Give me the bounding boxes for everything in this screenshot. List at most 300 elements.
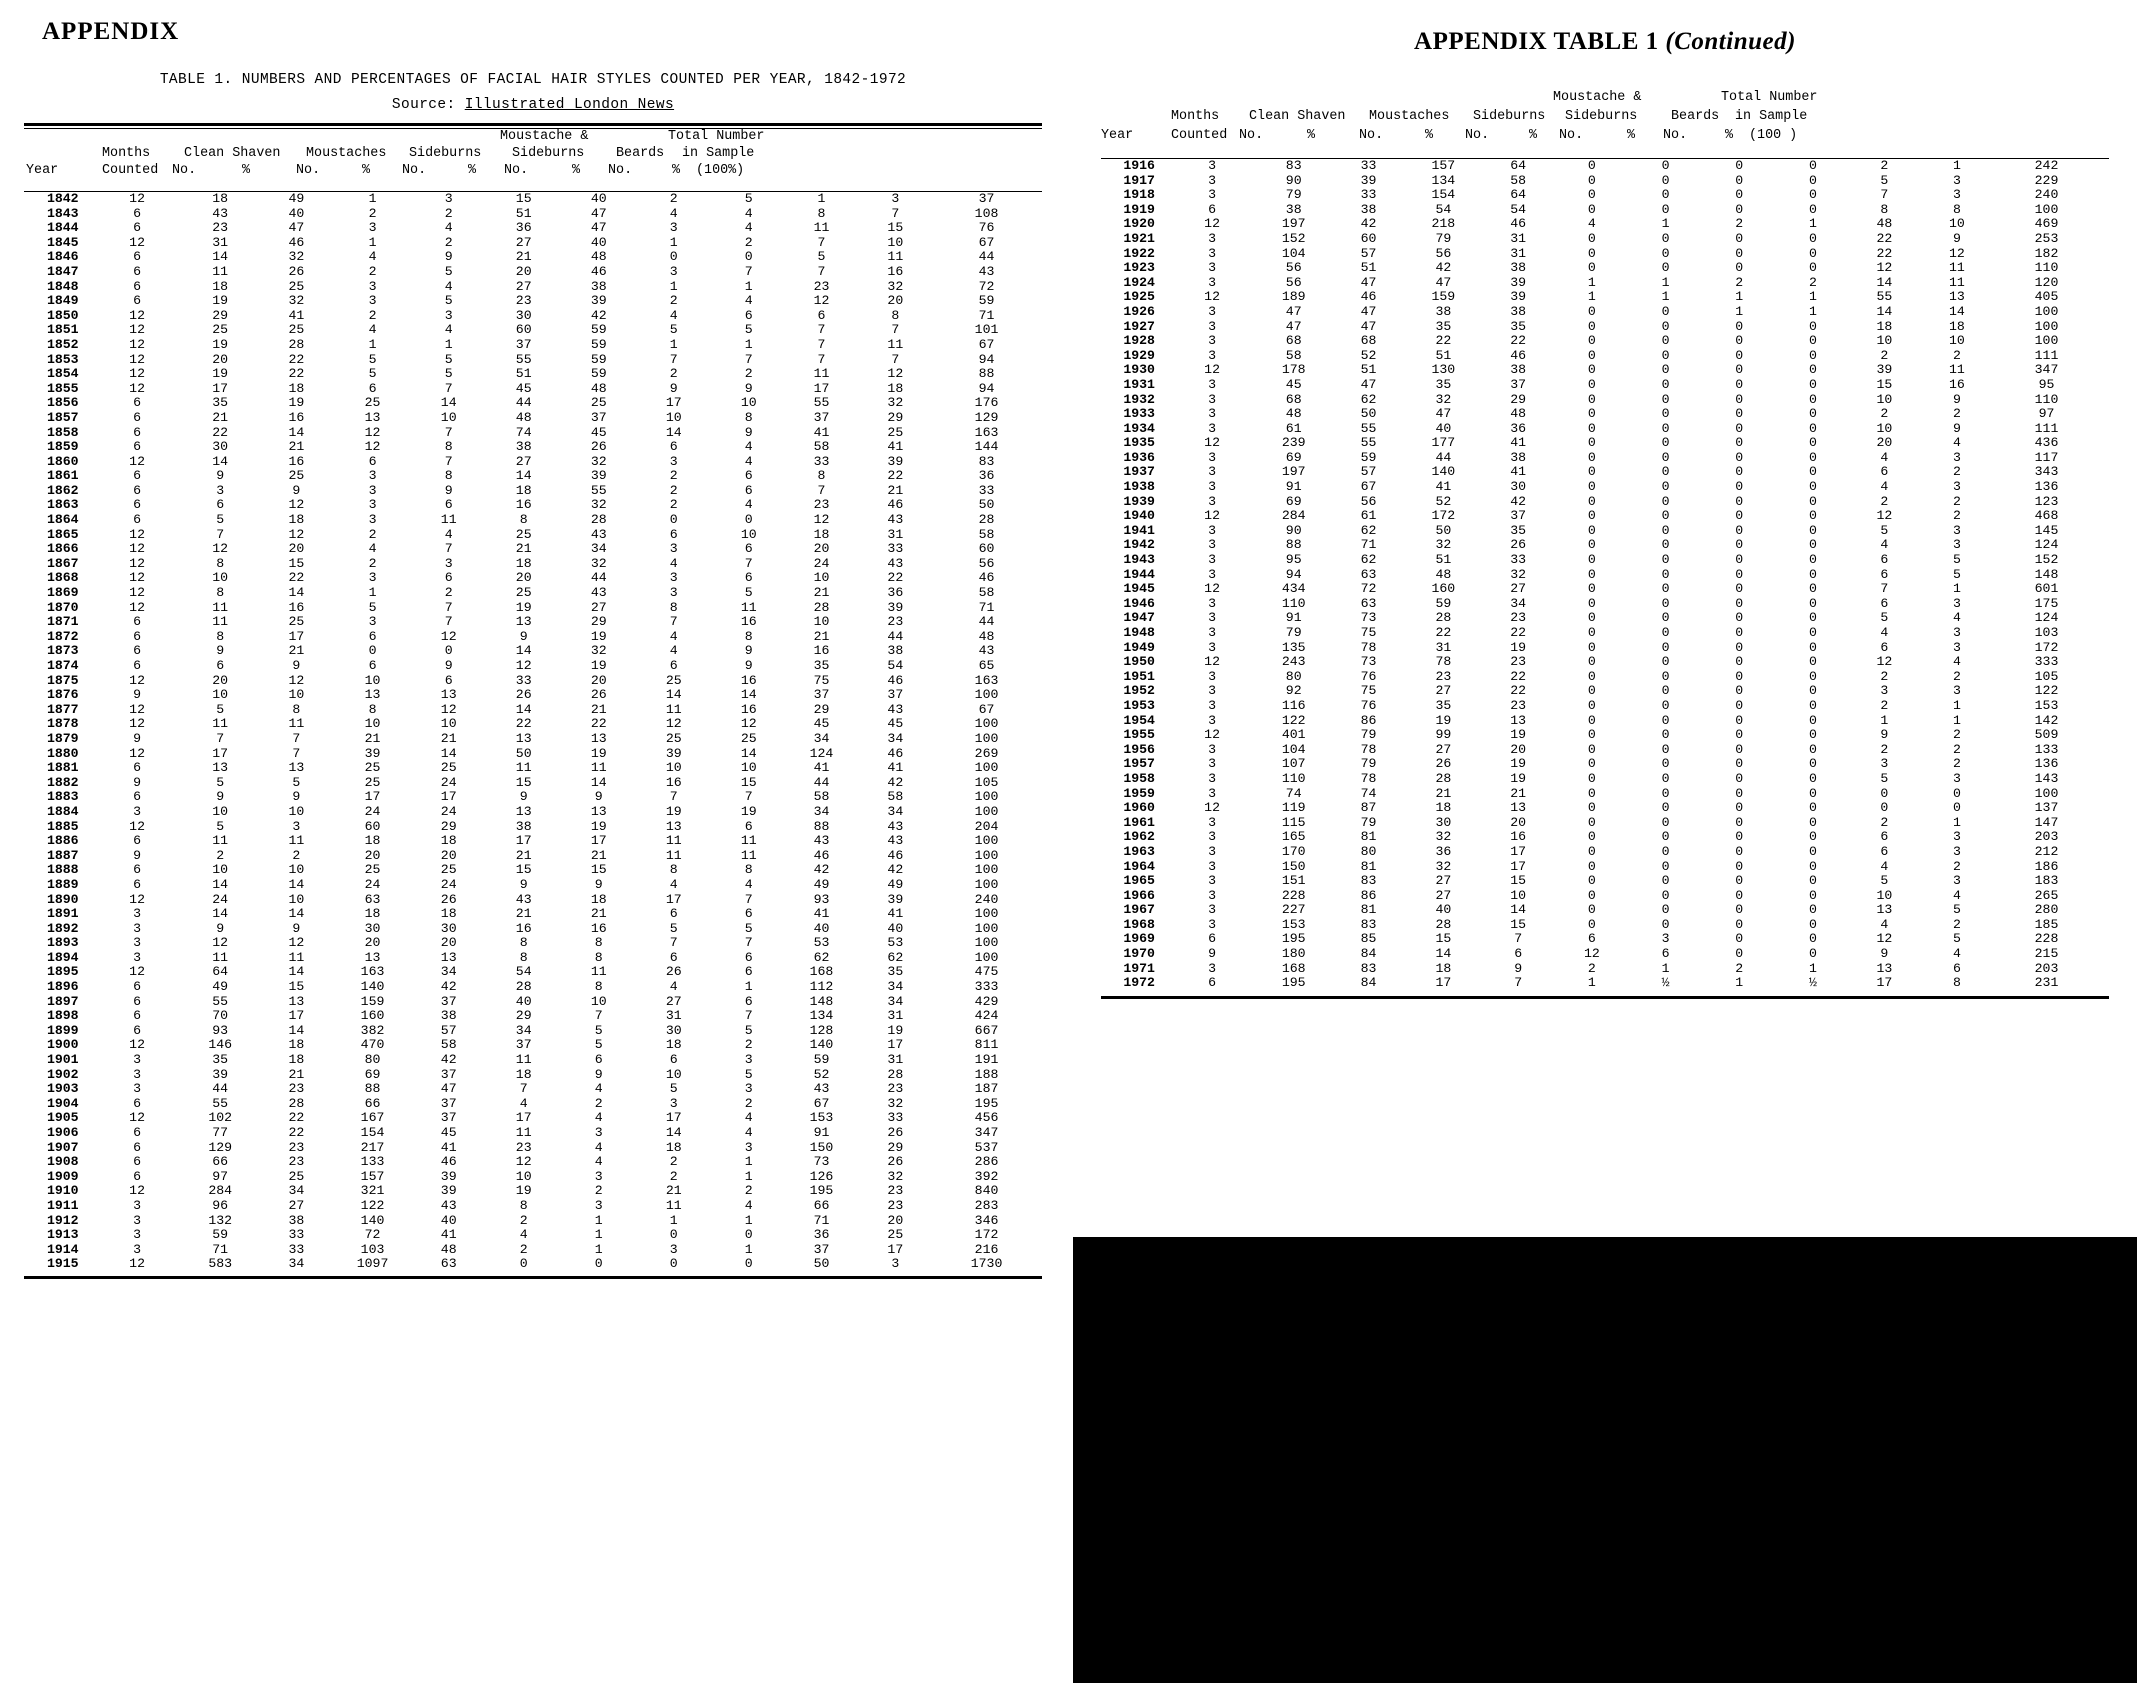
cell-year: 1940 — [1123, 508, 1155, 524]
cell-value: 36 — [813, 1227, 830, 1243]
cell-value: 38 — [288, 1212, 305, 1228]
cell-value: 84 — [1360, 946, 1377, 962]
cell-value: 16 — [740, 614, 757, 630]
cell-value: 34 — [1510, 595, 1527, 611]
cell-value: 64 — [1510, 158, 1527, 173]
cell-value: 157 — [360, 1168, 385, 1184]
cell-value: 1097 — [356, 1256, 389, 1272]
cell-value: 2 — [519, 1241, 528, 1257]
table-row — [24, 1141, 1042, 1156]
cell-value: 34 — [887, 979, 904, 995]
cell-year: 1883 — [46, 789, 79, 805]
cell-value: 14 — [1876, 303, 1893, 319]
cell-value: 47 — [590, 220, 607, 236]
cell-value: 46 — [1360, 289, 1377, 305]
cell-value: 9 — [1880, 727, 1889, 743]
cell-value: 8 — [817, 205, 826, 221]
table-row — [1101, 684, 2101, 699]
cell-value: 28 — [1435, 610, 1452, 626]
cell-value: 17 — [515, 1110, 532, 1126]
cell-value: 6 — [594, 1052, 603, 1068]
cell-value: 51 — [1435, 347, 1452, 363]
cell-value: 4 — [744, 205, 753, 221]
cell-value: 0 — [1808, 712, 1817, 728]
cell-value: 59 — [1435, 595, 1452, 611]
cell-value: 41 — [887, 439, 904, 455]
cell-value: 14 — [515, 643, 532, 659]
cell-value: 11 — [740, 599, 757, 615]
cell-value: 54 — [515, 964, 532, 980]
cell-value: 41 — [440, 1227, 457, 1243]
cell-value: 7 — [669, 935, 678, 951]
cell-value: 2 — [669, 191, 678, 206]
cell-value: 23 — [288, 1081, 305, 1097]
cell-value: 132 — [208, 1212, 233, 1228]
cell-value: 6 — [133, 482, 142, 498]
cell-value: 343 — [2034, 464, 2059, 480]
cell-value: 75 — [1360, 625, 1377, 640]
cell-value: 3 — [1952, 479, 1961, 495]
cell-value: 20 — [1510, 814, 1527, 830]
cell-value: 401 — [1281, 727, 1306, 743]
cell-value: 39 — [1510, 289, 1527, 305]
table-row — [1101, 509, 2101, 524]
cell-value: 27 — [1435, 683, 1452, 699]
table-row — [1101, 363, 2101, 378]
cell-value: 83 — [1360, 916, 1377, 932]
cell-value: 6 — [817, 307, 826, 323]
cell-value: 0 — [1587, 814, 1596, 830]
cell-value: 429 — [974, 993, 999, 1009]
cell-value: 2 — [1952, 493, 1961, 509]
cell-value: 3 — [1880, 756, 1889, 772]
cell-value: 14 — [1948, 303, 1965, 319]
cell-value: 9 — [216, 468, 225, 484]
cell-value: 83 — [1360, 873, 1377, 889]
cell-value: 7 — [444, 424, 453, 440]
table-row — [1101, 714, 2101, 729]
cell-value: 3 — [444, 307, 453, 323]
cell-value: 9 — [133, 687, 142, 703]
cell-value: 286 — [974, 1154, 999, 1170]
cell-value: 6 — [133, 760, 142, 776]
cell-value: 6 — [1880, 639, 1889, 655]
header-mo-no: No. — [296, 163, 321, 178]
cell-value: 1 — [1952, 712, 1961, 728]
cell-value: 0 — [1808, 829, 1817, 845]
cell-value: 4 — [1880, 858, 1889, 874]
cell-value: 21 — [515, 847, 532, 863]
cell-value: 9 — [444, 658, 453, 673]
cell-value: 7 — [1514, 931, 1523, 947]
cell-value: 2 — [216, 847, 225, 863]
cell-year: 1951 — [1123, 668, 1155, 684]
cell-value: 72 — [364, 1227, 381, 1243]
cell-value: 0 — [1735, 858, 1744, 874]
cell-value: 25 — [887, 1227, 904, 1243]
cell-value: 5 — [594, 1022, 603, 1038]
cell-value: 0 — [1661, 201, 1670, 217]
cell-value: 5 — [368, 599, 377, 615]
cell-value: 4 — [744, 453, 753, 469]
rheader-in-sample: in Sample — [1735, 109, 1808, 124]
cell-value: 47 — [1360, 376, 1377, 392]
table-row — [1101, 334, 2101, 349]
cell-value: 126 — [809, 1168, 834, 1184]
table-row — [24, 703, 1042, 718]
cell-value: 12 — [515, 1154, 532, 1170]
cell-value: 3 — [1208, 683, 1217, 699]
cell-year: 1895 — [46, 964, 79, 980]
cell-value: 4 — [444, 220, 453, 236]
cell-value: 67 — [1360, 479, 1377, 495]
cell-value: 102 — [208, 1110, 233, 1126]
cell-value: 2 — [368, 526, 377, 542]
cell-value: 68 — [1285, 391, 1302, 407]
cell-value: 0 — [1661, 668, 1670, 684]
cell-value: 14 — [212, 906, 229, 922]
cell-value: 26 — [440, 891, 457, 907]
cell-value: ½ — [1808, 975, 1817, 991]
cell-value: 0 — [1587, 902, 1596, 918]
cell-value: 10 — [740, 760, 757, 776]
cell-value: 3 — [133, 1081, 142, 1097]
cell-value: 4 — [744, 1110, 753, 1126]
cell-value: 45 — [887, 716, 904, 732]
cell-value: 163 — [360, 964, 385, 980]
cell-value: 4 — [594, 1139, 603, 1155]
right-bottom-rule — [1101, 996, 2109, 999]
cell-value: 38 — [515, 439, 532, 455]
table-row — [1101, 232, 2101, 247]
table-row — [1101, 305, 2101, 320]
cell-value: 19 — [1435, 712, 1452, 728]
cell-year: 1921 — [1123, 230, 1155, 246]
table-row — [24, 440, 1042, 455]
cell-value: 6 — [368, 380, 377, 396]
cell-value: 48 — [1285, 406, 1302, 422]
cell-year: 1920 — [1123, 216, 1155, 232]
cell-value: 59 — [590, 336, 607, 352]
cell-value: 2 — [744, 1037, 753, 1053]
cell-value: 83 — [1285, 158, 1302, 173]
table-row — [1101, 217, 2101, 232]
cell-value: 1 — [1587, 289, 1596, 305]
cell-value: 0 — [1808, 581, 1817, 597]
right-table-body — [1101, 159, 2101, 991]
cell-value: 47 — [1360, 303, 1377, 319]
cell-year: 1909 — [46, 1168, 79, 1184]
cell-value: 0 — [1735, 522, 1744, 538]
cell-value: 38 — [590, 278, 607, 294]
cell-value: 23 — [515, 293, 532, 309]
cell-value: 3 — [669, 585, 678, 601]
cell-value: 21 — [590, 701, 607, 717]
table-row — [24, 1243, 1042, 1258]
cell-value: 44 — [978, 249, 995, 265]
cell-value: 11 — [515, 1125, 532, 1140]
cell-value: 49 — [212, 979, 229, 995]
cell-value: 19 — [212, 293, 229, 309]
cell-value: 9 — [292, 658, 301, 673]
cell-value: 45 — [515, 380, 532, 396]
cell-value: 8 — [216, 585, 225, 601]
table-source — [0, 97, 1066, 113]
cell-value: 20 — [887, 1212, 904, 1228]
cell-value: 18 — [1435, 960, 1452, 976]
cell-value: 145 — [2034, 522, 2059, 538]
table-row — [1101, 393, 2101, 408]
cell-value: 54 — [1510, 201, 1527, 217]
cell-value: 7 — [669, 614, 678, 630]
cell-value: 8 — [594, 979, 603, 995]
cell-value: 93 — [212, 1022, 229, 1038]
cell-value: 0 — [1661, 260, 1670, 276]
table-row — [1101, 860, 2101, 875]
cell-value: 1 — [1808, 289, 1817, 305]
cell-value: 2 — [1952, 741, 1961, 757]
cell-value: 0 — [1808, 843, 1817, 859]
cell-value: 10 — [515, 1168, 532, 1184]
cell-value: 434 — [1281, 581, 1306, 597]
cell-value: 1 — [669, 1212, 678, 1228]
cell-value: 12 — [288, 526, 305, 542]
rheader-beards: Beards — [1671, 109, 1720, 124]
cell-value: 49 — [288, 191, 305, 206]
cell-value: 11 — [665, 1197, 682, 1213]
cell-value: 0 — [1808, 318, 1817, 334]
cell-value: 7 — [744, 555, 753, 571]
cell-value: 7 — [216, 730, 225, 746]
cell-value: 21 — [212, 409, 229, 425]
cell-value: 13 — [212, 760, 229, 776]
cell-value: 1 — [744, 1212, 753, 1228]
cell-value: 12 — [129, 541, 145, 557]
cell-year: 1957 — [1123, 756, 1155, 772]
cell-value: 2 — [744, 234, 753, 250]
cell-value: 16 — [515, 920, 532, 936]
cell-value: 150 — [809, 1139, 834, 1155]
cell-value: 142 — [2034, 712, 2059, 728]
cell-value: 3 — [1208, 552, 1217, 568]
cell-value: 0 — [1587, 727, 1596, 743]
cell-value: 12 — [1204, 654, 1220, 670]
cell-value: 14 — [515, 701, 532, 717]
cell-value: 0 — [1661, 581, 1670, 597]
cell-value: 13 — [590, 803, 607, 819]
cell-value: 100 — [974, 935, 999, 951]
cell-year: 1972 — [1123, 975, 1155, 991]
cell-value: 0 — [1808, 464, 1817, 480]
table-row — [24, 936, 1042, 951]
cell-value: 12 — [129, 1110, 145, 1126]
cell-value: 68 — [1360, 333, 1377, 349]
cell-value: 43 — [887, 512, 904, 528]
cell-value: 3 — [1208, 376, 1217, 392]
cell-value: 40 — [288, 205, 305, 221]
cell-value: 124 — [809, 745, 834, 761]
cell-year: 1868 — [46, 570, 79, 586]
cell-value: 14 — [288, 1022, 305, 1038]
cell-value: 23 — [1510, 654, 1527, 670]
cell-value: 168 — [1281, 960, 1306, 976]
cell-value: 405 — [2034, 289, 2059, 305]
cell-value: 2 — [669, 468, 678, 484]
cell-value: 46 — [887, 847, 904, 863]
cell-value: 19 — [212, 336, 229, 352]
cell-value: 0 — [1661, 493, 1670, 509]
cell-value: 34 — [288, 1183, 305, 1199]
cell-year: 1848 — [46, 278, 79, 294]
cell-value: 25 — [212, 322, 229, 338]
cell-value: 0 — [1735, 318, 1744, 334]
cell-value: 3 — [133, 803, 142, 819]
cell-value: 25 — [288, 278, 305, 294]
cell-year: 1842 — [46, 191, 79, 206]
cell-value: 215 — [2034, 946, 2059, 962]
cell-year: 1922 — [1123, 245, 1155, 261]
cell-value: 7 — [817, 482, 826, 498]
cell-value: 11 — [887, 336, 904, 352]
cell-value: 6 — [669, 1052, 678, 1068]
cell-value: 100 — [2034, 303, 2059, 319]
cell-value: 12 — [129, 453, 145, 469]
table-row — [24, 965, 1042, 980]
cell-value: 4 — [744, 1125, 753, 1140]
cell-value: 10 — [440, 716, 457, 732]
cell-year: 1948 — [1123, 625, 1155, 640]
cell-year: 1856 — [46, 395, 79, 411]
cell-value: 116 — [1281, 697, 1306, 713]
cell-value: 103 — [360, 1241, 385, 1257]
cell-year: 1956 — [1123, 741, 1155, 757]
cell-value: 61 — [1285, 420, 1302, 436]
cell-value: 38 — [1510, 303, 1527, 319]
cell-year: 1928 — [1123, 333, 1155, 349]
cell-year: 1850 — [46, 307, 79, 323]
cell-value: 0 — [1735, 902, 1744, 918]
cell-value: 8 — [519, 1197, 528, 1213]
cell-value: 0 — [594, 1256, 603, 1272]
table-row — [24, 630, 1042, 645]
cell-value: 8 — [444, 468, 453, 484]
cell-value: 26 — [1435, 756, 1452, 772]
cell-value: 41 — [1435, 479, 1452, 495]
cell-value: 3 — [1952, 595, 1961, 611]
header-year: Year — [26, 163, 59, 178]
cell-value: 137 — [2034, 800, 2059, 816]
cell-value: 52 — [1360, 347, 1377, 363]
cell-value: 0 — [1735, 946, 1744, 962]
cell-value: 0 — [1735, 158, 1744, 173]
cell-value: 63 — [440, 1256, 457, 1272]
cell-value: 3 — [1952, 449, 1961, 465]
cell-value: 22 — [887, 468, 904, 484]
cell-value: 11 — [665, 847, 682, 863]
cell-value: 0 — [1735, 420, 1744, 436]
table-row — [1101, 743, 2101, 758]
cell-value: 35 — [212, 395, 229, 411]
cell-value: 48 — [1435, 566, 1452, 582]
cell-value: 25 — [665, 730, 682, 746]
cell-value: 39 — [665, 745, 682, 761]
cell-year: 1904 — [46, 1095, 79, 1111]
cell-year: 1917 — [1123, 172, 1155, 188]
cell-value: 6 — [744, 818, 753, 834]
cell-value: 0 — [1587, 522, 1596, 538]
cell-value: 4 — [368, 322, 377, 338]
cell-value: 0 — [1880, 785, 1889, 801]
cell-value: 3 — [368, 293, 377, 309]
cell-value: 37 — [813, 409, 830, 425]
table-row — [24, 353, 1042, 368]
cell-value: 12 — [129, 336, 145, 352]
cell-value: 6 — [368, 453, 377, 469]
table-row — [24, 571, 1042, 586]
cell-value: 4 — [444, 526, 453, 542]
cell-year: 1939 — [1123, 493, 1155, 509]
cell-value: 17 — [440, 789, 457, 805]
cell-value: 55 — [590, 482, 607, 498]
cell-value: 76 — [1360, 697, 1377, 713]
cell-value: 0 — [1735, 756, 1744, 772]
cell-value: 4 — [1880, 449, 1889, 465]
cell-value: 6 — [669, 439, 678, 455]
cell-value: 18 — [515, 482, 532, 498]
cell-value: 26 — [1510, 537, 1527, 553]
cell-value: 3 — [1208, 610, 1217, 626]
cell-value: 14 — [740, 745, 757, 761]
rheader-clean-shaven: Clean Shaven — [1249, 109, 1346, 124]
cell-value: 37 — [813, 687, 830, 703]
cell-value: 0 — [1661, 376, 1670, 392]
cell-value: 228 — [2034, 931, 2059, 947]
table-row — [1101, 568, 2101, 583]
cell-value: 7 — [744, 263, 753, 279]
cell-value: 43 — [978, 643, 995, 659]
cell-year: 1933 — [1123, 406, 1155, 422]
cell-value: 0 — [1808, 187, 1817, 203]
cell-value: 10 — [665, 1066, 682, 1082]
cell-value: 41 — [813, 906, 830, 922]
cell-value: 52 — [1435, 493, 1452, 509]
cell-year: 1867 — [46, 555, 79, 571]
cell-value: 37 — [1510, 508, 1527, 524]
cell-year: 1958 — [1123, 770, 1155, 786]
cell-value: 39 — [887, 891, 904, 907]
table-row — [1101, 524, 2101, 539]
cell-value: 0 — [1587, 260, 1596, 276]
cell-value: 6 — [669, 526, 678, 542]
cell-value: 84 — [1360, 975, 1377, 991]
cell-value: 16 — [288, 409, 305, 425]
cell-value: 2 — [1880, 406, 1889, 422]
cell-value: 4 — [1587, 216, 1596, 232]
cell-year: 1937 — [1123, 464, 1155, 480]
cell-value: 1 — [1952, 158, 1961, 173]
cell-value: 100 — [974, 803, 999, 819]
cell-value: 29 — [590, 614, 607, 630]
cell-value: 20 — [590, 672, 607, 688]
cell-year: 1871 — [46, 614, 79, 630]
cell-value: 284 — [1281, 508, 1306, 524]
cell-year: 1907 — [46, 1139, 79, 1155]
cell-value: 20 — [813, 541, 830, 557]
cell-value: 17 — [288, 628, 305, 644]
cell-value: 43 — [887, 818, 904, 834]
cell-value: 40 — [887, 920, 904, 936]
table-row — [1101, 159, 2101, 174]
